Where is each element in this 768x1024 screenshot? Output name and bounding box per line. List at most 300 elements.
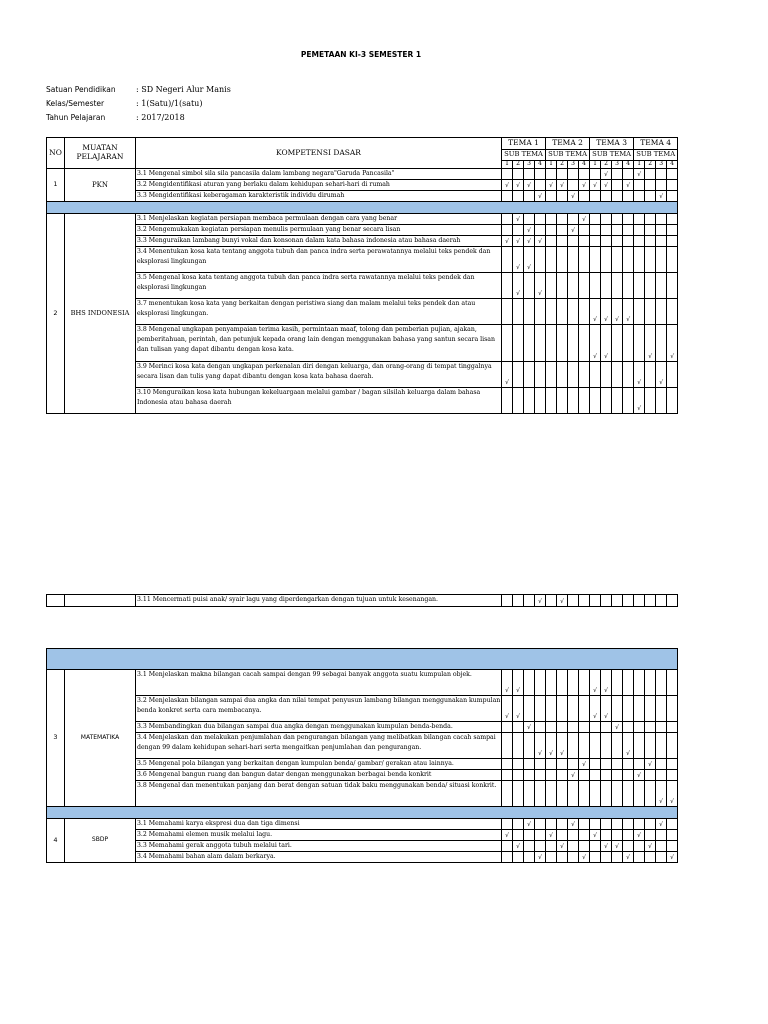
check-cell bbox=[667, 273, 678, 299]
check-cell: √ bbox=[513, 696, 524, 722]
check-cell bbox=[667, 362, 678, 388]
check-cell bbox=[590, 388, 601, 414]
check-cell: √ bbox=[634, 388, 645, 414]
check-cell bbox=[645, 247, 656, 273]
check-cell bbox=[656, 595, 667, 607]
check-cell bbox=[601, 191, 612, 202]
check-cell bbox=[645, 722, 656, 733]
check-cell bbox=[568, 325, 579, 362]
check-cell: √ bbox=[601, 670, 612, 696]
check-cell bbox=[667, 696, 678, 722]
check-cell bbox=[557, 362, 568, 388]
check-cell: √ bbox=[590, 670, 601, 696]
check-cell bbox=[513, 759, 524, 770]
competency-text: 3.8 Mengenal ungkapan penyampaian terima kasih, permintaan maaf, tolong dan pemberian pujian, ajakan, pemberitahuan, perintah, dan petunjuk kepada orang lain dengan menggunakan bahasa yang santun secara lisan dan tulisan yang dapat dibantu dengan kosa kata. bbox=[136, 325, 502, 362]
check-cell bbox=[546, 273, 557, 299]
check-cell: √ bbox=[535, 273, 546, 299]
check-cell: √ bbox=[590, 325, 601, 362]
check-cell bbox=[513, 852, 524, 863]
check-cell: √ bbox=[623, 733, 634, 759]
competency-text: 3.1 Menjelaskan makna bilangan cacah sampai dengan 99 sebagai banyak anggota suatu kumpulan objek. bbox=[136, 670, 502, 696]
check-cell: √ bbox=[546, 733, 557, 759]
check-cell bbox=[557, 852, 568, 863]
check-cell bbox=[645, 819, 656, 830]
check-cell bbox=[634, 214, 645, 225]
check-cell bbox=[612, 759, 623, 770]
check-cell bbox=[612, 670, 623, 696]
check-cell bbox=[502, 214, 513, 225]
check-cell bbox=[667, 169, 678, 180]
check-cell: √ bbox=[612, 299, 623, 325]
check-cell: √ bbox=[645, 325, 656, 362]
check-cell bbox=[546, 595, 557, 607]
check-cell bbox=[634, 852, 645, 863]
check-cell bbox=[524, 325, 535, 362]
check-cell bbox=[513, 595, 524, 607]
table-row bbox=[47, 670, 678, 696]
check-cell bbox=[645, 696, 656, 722]
check-cell: √ bbox=[524, 236, 535, 247]
check-cell bbox=[557, 830, 568, 841]
header-subtema-number: 2 bbox=[645, 161, 656, 169]
check-cell bbox=[590, 770, 601, 781]
table-row bbox=[47, 722, 678, 733]
check-cell bbox=[656, 180, 667, 191]
check-cell: √ bbox=[667, 852, 678, 863]
check-cell bbox=[524, 770, 535, 781]
check-cell bbox=[502, 852, 513, 863]
check-cell bbox=[623, 595, 634, 607]
check-cell bbox=[623, 362, 634, 388]
check-cell bbox=[634, 670, 645, 696]
check-cell: √ bbox=[524, 722, 535, 733]
check-cell bbox=[612, 169, 623, 180]
check-cell bbox=[524, 169, 535, 180]
check-cell bbox=[502, 225, 513, 236]
check-cell bbox=[634, 595, 645, 607]
check-cell bbox=[513, 191, 524, 202]
check-cell bbox=[579, 299, 590, 325]
check-cell: √ bbox=[546, 180, 557, 191]
check-cell bbox=[568, 759, 579, 770]
check-cell bbox=[656, 236, 667, 247]
check-cell bbox=[590, 595, 601, 607]
check-cell bbox=[557, 696, 568, 722]
check-cell bbox=[568, 670, 579, 696]
check-cell: √ bbox=[601, 325, 612, 362]
header-subtema-number: 2 bbox=[601, 161, 612, 169]
check-cell bbox=[568, 388, 579, 414]
check-cell bbox=[667, 180, 678, 191]
check-cell bbox=[568, 841, 579, 852]
check-cell bbox=[612, 273, 623, 299]
header-row bbox=[47, 138, 678, 150]
check-cell bbox=[612, 733, 623, 759]
check-cell: √ bbox=[601, 180, 612, 191]
check-cell bbox=[634, 325, 645, 362]
check-cell bbox=[579, 388, 590, 414]
check-cell: √ bbox=[579, 759, 590, 770]
check-cell bbox=[546, 770, 557, 781]
check-cell bbox=[535, 299, 546, 325]
competency-text: 3.2 Memahami elemen musik melalui lagu. bbox=[136, 830, 502, 841]
check-cell bbox=[601, 852, 612, 863]
check-cell bbox=[579, 247, 590, 273]
check-cell: √ bbox=[535, 852, 546, 863]
header-subtema-number: 2 bbox=[513, 161, 524, 169]
check-cell: √ bbox=[634, 770, 645, 781]
check-cell: √ bbox=[579, 852, 590, 863]
check-cell: √ bbox=[568, 191, 579, 202]
competency-text: 3.4 Memahami bahan alam dalam berkarya. bbox=[136, 852, 502, 863]
check-cell bbox=[656, 852, 667, 863]
check-cell: √ bbox=[656, 819, 667, 830]
subject-name: BHS INDONESIA bbox=[65, 214, 136, 414]
check-cell bbox=[623, 722, 634, 733]
info-label: Satuan Pendidikan bbox=[46, 85, 116, 94]
check-cell: √ bbox=[502, 236, 513, 247]
table-row bbox=[47, 595, 678, 607]
check-cell bbox=[634, 299, 645, 325]
check-cell bbox=[634, 722, 645, 733]
check-cell: √ bbox=[568, 770, 579, 781]
header-subtema-number: 1 bbox=[546, 161, 557, 169]
check-cell bbox=[557, 722, 568, 733]
check-cell bbox=[623, 191, 634, 202]
check-cell: √ bbox=[524, 247, 535, 273]
check-cell bbox=[612, 770, 623, 781]
check-cell bbox=[667, 247, 678, 273]
check-cell bbox=[579, 819, 590, 830]
check-cell bbox=[535, 696, 546, 722]
check-cell bbox=[568, 852, 579, 863]
check-cell: √ bbox=[656, 191, 667, 202]
check-cell bbox=[645, 670, 656, 696]
check-cell bbox=[568, 781, 579, 807]
check-cell bbox=[502, 388, 513, 414]
check-cell bbox=[568, 247, 579, 273]
check-cell: √ bbox=[513, 273, 524, 299]
check-cell bbox=[667, 830, 678, 841]
check-cell bbox=[645, 236, 656, 247]
info-value: : 2017/2018 bbox=[136, 113, 185, 122]
check-cell bbox=[623, 670, 634, 696]
table-row bbox=[47, 214, 678, 225]
header-tema: TEMA 4 bbox=[634, 138, 678, 150]
check-cell bbox=[623, 830, 634, 841]
check-cell bbox=[623, 841, 634, 852]
check-cell bbox=[667, 770, 678, 781]
check-cell bbox=[579, 595, 590, 607]
check-cell bbox=[546, 841, 557, 852]
check-cell bbox=[623, 225, 634, 236]
check-cell bbox=[502, 819, 513, 830]
info-value: : 1(Satu)/1(satu) bbox=[136, 99, 203, 108]
check-cell bbox=[513, 733, 524, 759]
check-cell bbox=[546, 819, 557, 830]
check-cell bbox=[601, 733, 612, 759]
check-cell bbox=[656, 273, 667, 299]
check-cell bbox=[590, 781, 601, 807]
check-cell bbox=[535, 388, 546, 414]
info-label: Kelas/Semester bbox=[46, 99, 105, 108]
check-cell bbox=[623, 696, 634, 722]
check-cell bbox=[524, 273, 535, 299]
check-cell bbox=[634, 759, 645, 770]
check-cell bbox=[590, 225, 601, 236]
subject-name: SBDP bbox=[65, 819, 136, 863]
check-cell bbox=[590, 819, 601, 830]
check-cell bbox=[557, 819, 568, 830]
check-cell bbox=[601, 595, 612, 607]
check-cell bbox=[568, 362, 579, 388]
check-cell bbox=[612, 595, 623, 607]
check-cell bbox=[557, 781, 568, 807]
competency-text: 3.1 Menjelaskan kegiatan persiapan membaca permulaan dengan cara yang benar bbox=[136, 214, 502, 225]
check-cell bbox=[579, 770, 590, 781]
check-cell bbox=[601, 247, 612, 273]
check-cell bbox=[535, 770, 546, 781]
check-cell bbox=[634, 841, 645, 852]
check-cell bbox=[579, 362, 590, 388]
check-cell: √ bbox=[513, 214, 524, 225]
check-cell bbox=[557, 273, 568, 299]
check-cell bbox=[502, 299, 513, 325]
check-cell bbox=[656, 299, 667, 325]
check-cell bbox=[535, 180, 546, 191]
check-cell bbox=[546, 759, 557, 770]
check-cell bbox=[601, 722, 612, 733]
separator-row bbox=[47, 202, 678, 214]
table-row bbox=[47, 191, 678, 202]
check-cell bbox=[579, 722, 590, 733]
check-cell bbox=[579, 273, 590, 299]
check-cell bbox=[667, 299, 678, 325]
competency-text: 3.6 Mengenal bangun ruang dan bangun datar dengan menggunakan berbagai benda konkrit bbox=[136, 770, 502, 781]
check-cell bbox=[601, 225, 612, 236]
header-subtema-number: 3 bbox=[568, 161, 579, 169]
subject-name bbox=[65, 595, 136, 607]
competency-text: 3.8 Mengenal dan menentukan panjang dan berat dengan satuan tidak baku menggunakan benda/ situasi konkrit. bbox=[136, 781, 502, 807]
check-cell bbox=[513, 781, 524, 807]
table-row bbox=[47, 236, 678, 247]
check-cell bbox=[546, 362, 557, 388]
kd-table-1 bbox=[46, 137, 678, 414]
check-cell: √ bbox=[546, 830, 557, 841]
check-cell bbox=[656, 696, 667, 722]
check-cell bbox=[634, 191, 645, 202]
check-cell: √ bbox=[513, 670, 524, 696]
check-cell bbox=[524, 696, 535, 722]
check-cell bbox=[656, 670, 667, 696]
check-cell bbox=[645, 214, 656, 225]
header-subtema-number: 3 bbox=[612, 161, 623, 169]
check-cell bbox=[513, 388, 524, 414]
check-cell bbox=[535, 169, 546, 180]
check-cell bbox=[579, 191, 590, 202]
check-cell bbox=[645, 169, 656, 180]
competency-text: 3.3 Membandingkan dua bilangan sampai dua angka dengan menggunakan kumpulan benda-benda. bbox=[136, 722, 502, 733]
competency-text: 3.4 Menentukan kosa kata tentang anggota tubuh dan panca indra serta perawatannya melalui teks pendek dan eksplorasi lingkungan bbox=[136, 247, 502, 273]
check-cell bbox=[612, 247, 623, 273]
check-cell: √ bbox=[579, 214, 590, 225]
check-cell bbox=[502, 169, 513, 180]
check-cell bbox=[645, 770, 656, 781]
header-subtema-number: 1 bbox=[502, 161, 513, 169]
check-cell bbox=[601, 781, 612, 807]
check-cell bbox=[513, 819, 524, 830]
check-cell bbox=[612, 696, 623, 722]
check-cell: √ bbox=[634, 830, 645, 841]
check-cell bbox=[535, 722, 546, 733]
header-subtema: SUB TEMA bbox=[634, 150, 678, 161]
check-cell bbox=[535, 830, 546, 841]
check-cell bbox=[502, 247, 513, 273]
header-kompetensi-dasar: KOMPETENSI DASAR bbox=[136, 138, 502, 169]
check-cell bbox=[656, 770, 667, 781]
row-number: 2 bbox=[47, 214, 65, 414]
check-cell: √ bbox=[656, 781, 667, 807]
table-row bbox=[47, 299, 678, 325]
separator-row bbox=[47, 807, 678, 819]
subject-name: PKN bbox=[65, 169, 136, 202]
check-cell bbox=[546, 214, 557, 225]
table-row bbox=[47, 696, 678, 722]
check-cell bbox=[601, 273, 612, 299]
check-cell bbox=[513, 722, 524, 733]
check-cell bbox=[579, 225, 590, 236]
table-row bbox=[47, 180, 678, 191]
check-cell: √ bbox=[645, 841, 656, 852]
check-cell bbox=[645, 273, 656, 299]
check-cell bbox=[513, 299, 524, 325]
check-cell bbox=[645, 781, 656, 807]
subject-name: MATEMATIKA bbox=[65, 670, 136, 807]
check-cell bbox=[557, 236, 568, 247]
check-cell: √ bbox=[590, 830, 601, 841]
check-cell: √ bbox=[634, 169, 645, 180]
competency-text: 3.3 Memahami gerak anggota tubuh melalui tari. bbox=[136, 841, 502, 852]
check-cell bbox=[656, 169, 667, 180]
check-cell: √ bbox=[590, 299, 601, 325]
check-cell bbox=[634, 733, 645, 759]
check-cell bbox=[623, 388, 634, 414]
check-cell bbox=[645, 733, 656, 759]
check-cell bbox=[557, 670, 568, 696]
check-cell bbox=[645, 191, 656, 202]
check-cell bbox=[612, 180, 623, 191]
check-cell bbox=[579, 169, 590, 180]
check-cell bbox=[645, 180, 656, 191]
competency-text: 3.10 Menguraikan kosa kata hubungan kekeluargaan melalui gambar / bagan silsilah keluarga dalam bahasa Indonesia atau bahasa daerah bbox=[136, 388, 502, 414]
competency-text: 3.3 Mengidentifikasi keberagaman karakteristik individu dirumah bbox=[136, 191, 502, 202]
check-cell: √ bbox=[513, 841, 524, 852]
check-cell bbox=[502, 781, 513, 807]
check-cell bbox=[623, 781, 634, 807]
check-cell bbox=[656, 733, 667, 759]
check-cell bbox=[535, 759, 546, 770]
check-cell: √ bbox=[535, 733, 546, 759]
check-cell bbox=[645, 595, 656, 607]
check-cell bbox=[667, 225, 678, 236]
header-subtema-number: 4 bbox=[579, 161, 590, 169]
check-cell: √ bbox=[524, 819, 535, 830]
check-cell bbox=[546, 852, 557, 863]
row-number: 3 bbox=[47, 670, 65, 807]
check-cell bbox=[557, 191, 568, 202]
check-cell bbox=[568, 595, 579, 607]
check-cell bbox=[513, 169, 524, 180]
check-cell: √ bbox=[645, 759, 656, 770]
header-subtema: SUB TEMA bbox=[546, 150, 590, 161]
header-subtema-number: 3 bbox=[524, 161, 535, 169]
check-cell bbox=[535, 325, 546, 362]
document-title: PEMETAAN KI-3 SEMESTER 1 bbox=[300, 50, 422, 59]
competency-text: 3.3 Menguraikan lambang bunyi vokal dan konsonan dalam kata bahasa indonesia atau bahasa daerah bbox=[136, 236, 502, 247]
header-muatan: MUATAN PELAJARAN bbox=[65, 138, 136, 169]
check-cell bbox=[667, 722, 678, 733]
check-cell bbox=[656, 722, 667, 733]
check-cell: √ bbox=[667, 325, 678, 362]
check-cell: √ bbox=[557, 180, 568, 191]
info-value: : SD Negeri Alur Manis bbox=[136, 85, 231, 94]
header-subtema-number: 1 bbox=[590, 161, 601, 169]
check-cell bbox=[568, 722, 579, 733]
check-cell: √ bbox=[590, 180, 601, 191]
check-cell bbox=[667, 759, 678, 770]
check-cell bbox=[601, 214, 612, 225]
check-cell: √ bbox=[601, 299, 612, 325]
check-cell bbox=[546, 299, 557, 325]
competency-text: 3.2 Mengemukakan kegiatan persiapan menulis permulaan yang benar secara lisan bbox=[136, 225, 502, 236]
check-cell bbox=[656, 214, 667, 225]
check-cell bbox=[667, 191, 678, 202]
check-cell bbox=[623, 273, 634, 299]
check-cell bbox=[568, 696, 579, 722]
check-cell bbox=[601, 830, 612, 841]
competency-text: 3.2 Menjelaskan bilangan sampai dua angka dan nilai tempat penyusun lambang bilangan menggunakan kumpulan benda konkret serta cara membacanya. bbox=[136, 696, 502, 722]
check-cell bbox=[502, 733, 513, 759]
check-cell bbox=[513, 830, 524, 841]
check-cell bbox=[667, 819, 678, 830]
check-cell bbox=[579, 781, 590, 807]
check-cell bbox=[623, 236, 634, 247]
separator-cell bbox=[47, 649, 678, 670]
row-number: 4 bbox=[47, 819, 65, 863]
table-row bbox=[47, 225, 678, 236]
check-cell bbox=[579, 841, 590, 852]
row-number: 1 bbox=[47, 169, 65, 202]
check-cell bbox=[601, 362, 612, 388]
check-cell: √ bbox=[568, 225, 579, 236]
check-cell: √ bbox=[623, 180, 634, 191]
check-cell bbox=[601, 819, 612, 830]
check-cell bbox=[656, 388, 667, 414]
check-cell: √ bbox=[535, 191, 546, 202]
check-cell bbox=[557, 169, 568, 180]
check-cell: √ bbox=[524, 225, 535, 236]
competency-text: 3.11 Mencermati puisi anak/ syair lagu yang diperdengarkan dengan tujuan untuk kesenangan. bbox=[136, 595, 502, 607]
check-cell bbox=[667, 236, 678, 247]
check-cell: √ bbox=[513, 236, 524, 247]
check-cell bbox=[535, 214, 546, 225]
check-cell bbox=[579, 670, 590, 696]
check-cell bbox=[557, 225, 568, 236]
check-cell bbox=[590, 722, 601, 733]
check-cell bbox=[634, 236, 645, 247]
check-cell bbox=[634, 819, 645, 830]
check-cell bbox=[524, 759, 535, 770]
